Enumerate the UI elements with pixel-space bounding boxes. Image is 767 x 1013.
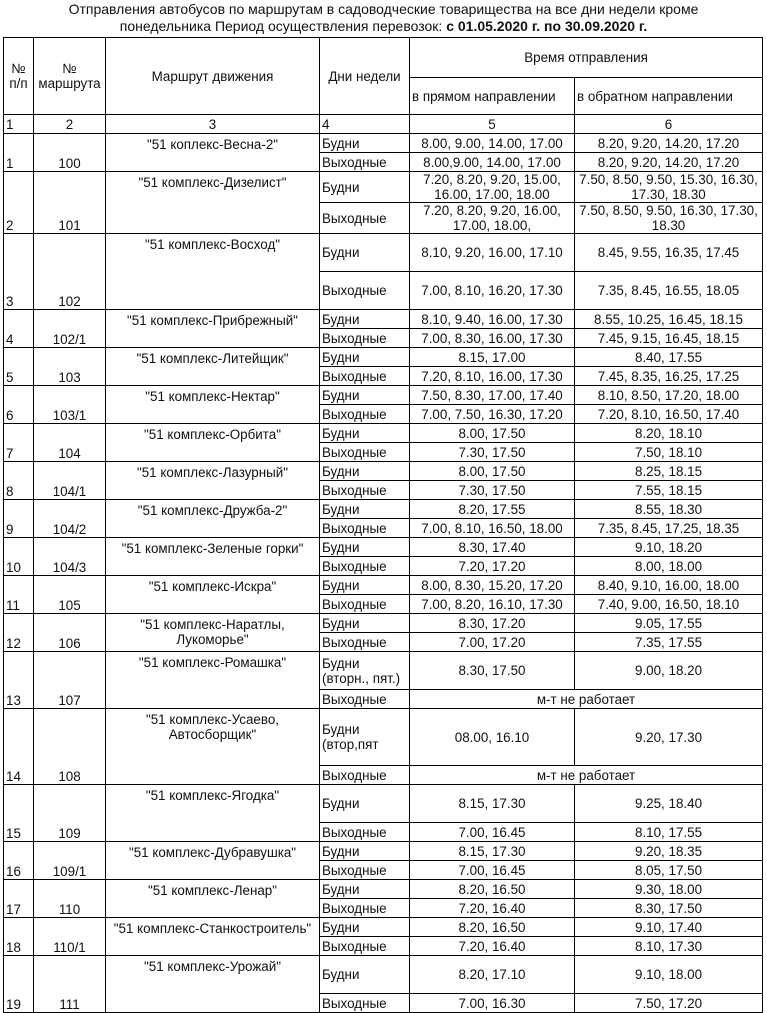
weekday-type: Выходные xyxy=(320,519,410,538)
weekday-type: Будни xyxy=(320,234,410,272)
weekday-type: Будни xyxy=(320,576,410,595)
weekday-type: Выходные xyxy=(320,690,410,709)
backward-times: 8.55, 10.25, 16.45, 18.15 xyxy=(575,310,763,329)
route-name: "51 комплекс-Урожай" xyxy=(106,956,320,1013)
route-not-operating: м-т не работает xyxy=(410,690,763,709)
route-name: "51 комплекс-Литейщик" xyxy=(106,348,320,386)
weekday-type: Будни xyxy=(320,785,410,823)
route-name: "51 комплекс-Орбита" xyxy=(106,424,320,462)
weekday-type: Выходные xyxy=(320,557,410,576)
title-line-1: Отправления автобусов по маршрутам в садоводческие товарищества на все дни недели кроме xyxy=(68,1,699,17)
weekday-type: Будни xyxy=(320,842,410,861)
forward-times: 8.30, 17.40 xyxy=(410,538,575,557)
page-title xyxy=(0,0,767,37)
weekday-type: Выходные xyxy=(320,595,410,614)
table-row xyxy=(4,134,763,153)
backward-times: 7.45, 9.15, 16.45, 18.15 xyxy=(575,329,763,348)
route-number: 108 xyxy=(34,709,106,785)
backward-times: 9.20, 17.30 xyxy=(575,709,763,766)
forward-times: 8.15, 17.30 xyxy=(410,785,575,823)
forward-times: 7.00, 8.10, 16.20, 17.30 xyxy=(410,272,575,310)
route-number: 103/1 xyxy=(34,386,106,424)
backward-times: 7.50, 8.50, 9.50, 15.30, 16.30, 17.30, 18.30 xyxy=(575,172,763,203)
weekday-type: Будни xyxy=(320,134,410,153)
route-name: "51 комплекс-Искра" xyxy=(106,576,320,614)
row-number: 3 xyxy=(4,234,34,310)
table-row xyxy=(4,386,763,405)
route-number: 100 xyxy=(34,134,106,172)
weekday-type: Выходные xyxy=(320,937,410,956)
weekday-type: Будни xyxy=(320,310,410,329)
row-number: 10 xyxy=(4,538,34,576)
route-number: 102 xyxy=(34,234,106,310)
header-np: № п/п xyxy=(4,38,34,115)
forward-times: 8.20, 16.50 xyxy=(410,918,575,937)
route-name: "51 комплекс-Дружба-2" xyxy=(106,500,320,538)
route-name: "51 комплекс-Лазурный" xyxy=(106,462,320,500)
route-name: "51 комплекс-Ленар" xyxy=(106,880,320,918)
route-number: 104 xyxy=(34,424,106,462)
header-days: Дни недели xyxy=(320,38,410,115)
row-number: 4 xyxy=(4,310,34,348)
backward-times: 9.10, 18.20 xyxy=(575,538,763,557)
forward-times: 8.15, 17.30 xyxy=(410,842,575,861)
period-dates: с 01.05.2020 г. по 30.09.2020 г. xyxy=(446,18,648,34)
table-row xyxy=(4,310,763,329)
backward-times: 7.50, 17.20 xyxy=(575,994,763,1013)
backward-times: 7.55, 18.15 xyxy=(575,481,763,500)
route-number: 110/1 xyxy=(34,918,106,956)
route-name: "51 комплекс-Дизелист" xyxy=(106,172,320,234)
weekday-type: Выходные xyxy=(320,766,410,785)
backward-times: 8.20, 9.20, 14.20, 17.20 xyxy=(575,153,763,172)
weekday-type: Выходные xyxy=(320,367,410,386)
table-row xyxy=(4,462,763,481)
forward-times: 7.30, 17.50 xyxy=(410,443,575,462)
weekday-type: Будни xyxy=(320,172,410,203)
table-row xyxy=(4,785,763,823)
backward-times: 8.10, 17.30 xyxy=(575,937,763,956)
row-number: 17 xyxy=(4,880,34,918)
table-row xyxy=(4,956,763,994)
route-name: "51 комплекс-Нектар" xyxy=(106,386,320,424)
backward-times: 7.35, 17.55 xyxy=(575,633,763,652)
backward-times: 7.20, 8.10, 16.50, 17.40 xyxy=(575,405,763,424)
column-index: 6 xyxy=(575,115,763,134)
route-number: 109/1 xyxy=(34,842,106,880)
row-number: 18 xyxy=(4,918,34,956)
forward-times: 8.10, 9.20, 16.00, 17.10 xyxy=(410,234,575,272)
backward-times: 8.00, 18.00 xyxy=(575,557,763,576)
forward-times: 7.00, 8.20, 16.10, 17.30 xyxy=(410,595,575,614)
weekday-type: Будни xyxy=(320,880,410,899)
backward-times: 9.10, 17.40 xyxy=(575,918,763,937)
backward-times: 8.10, 8.50, 17.20, 18.00 xyxy=(575,386,763,405)
table-row xyxy=(4,234,763,272)
weekday-type: Будни xyxy=(320,500,410,519)
route-number: 109 xyxy=(34,785,106,842)
route-name: "51 комплекс-Ягодка" xyxy=(106,785,320,842)
forward-times: 8.00, 17.50 xyxy=(410,462,575,481)
backward-times: 9.20, 18.35 xyxy=(575,842,763,861)
table-row xyxy=(4,576,763,595)
route-number: 101 xyxy=(34,172,106,234)
row-number: 19 xyxy=(4,956,34,1013)
route-number: 104/2 xyxy=(34,500,106,538)
weekday-type: Выходные xyxy=(320,861,410,880)
column-index: 4 xyxy=(320,115,410,134)
weekday-type: Будни xyxy=(320,424,410,443)
forward-times: 7.00, 16.30 xyxy=(410,994,575,1013)
forward-times: 8.00, 17.50 xyxy=(410,424,575,443)
route-name: "51 комплекс-Ромашка" xyxy=(106,652,320,709)
column-index-row xyxy=(4,115,763,134)
forward-times: 8.30, 17.20 xyxy=(410,614,575,633)
table-row xyxy=(4,500,763,519)
forward-times: 7.00, 16.45 xyxy=(410,823,575,842)
route-name: "51 комплекс-Усаево, Автосборщик" xyxy=(106,709,320,785)
backward-times: 8.25, 18.15 xyxy=(575,462,763,481)
route-number: 102/1 xyxy=(34,310,106,348)
column-index: 3 xyxy=(106,115,320,134)
route-not-operating: м-т не работает xyxy=(410,766,763,785)
schedule-rows xyxy=(4,134,763,1013)
backward-times: 9.25, 18.40 xyxy=(575,785,763,823)
forward-times: 7.00, 7.50, 16.30, 17.20 xyxy=(410,405,575,424)
route-name: "51 комплекс-Дубравушка" xyxy=(106,842,320,880)
title-line-2-prefix: понедельника Период осуществления перевозок: xyxy=(119,18,447,34)
route-number: 104/1 xyxy=(34,462,106,500)
row-number: 1 xyxy=(4,134,34,172)
forward-times: 8.30, 17.50 xyxy=(410,652,575,690)
forward-times: 8.15, 17.00 xyxy=(410,348,575,367)
header-backward: в обратном направлении xyxy=(575,78,763,115)
backward-times: 8.10, 17.55 xyxy=(575,823,763,842)
table-row xyxy=(4,614,763,633)
forward-times: 7.30, 17.50 xyxy=(410,481,575,500)
backward-times: 7.40, 9.00, 16.50, 18.10 xyxy=(575,595,763,614)
forward-times: 8.20, 16.50 xyxy=(410,880,575,899)
weekday-type: Будни xyxy=(320,348,410,367)
table-row xyxy=(4,538,763,557)
forward-times: 7.20, 16.40 xyxy=(410,899,575,918)
weekday-type: Выходные xyxy=(320,405,410,424)
table-row xyxy=(4,172,763,203)
table-row xyxy=(4,709,763,766)
route-name: "51 комплекс-Станкостроитель" xyxy=(106,918,320,956)
header-route: Маршрут движения xyxy=(106,38,320,115)
route-name: "51 комплекс-Наратлы, Лукоморье" xyxy=(106,614,320,652)
backward-times: 8.05, 17.50 xyxy=(575,861,763,880)
weekday-type: Выходные xyxy=(320,443,410,462)
weekday-type: Будни xyxy=(320,918,410,937)
header-departure: Время отправления xyxy=(410,38,763,78)
column-index: 2 xyxy=(34,115,106,134)
weekday-type: Выходные xyxy=(320,633,410,652)
route-number: 106 xyxy=(34,614,106,652)
column-index: 1 xyxy=(4,115,34,134)
forward-times: 8.10, 9.40, 16.00, 17.30 xyxy=(410,310,575,329)
weekday-type: Выходные xyxy=(320,153,410,172)
forward-times: 08.00, 16.10 xyxy=(410,709,575,766)
backward-times: 8.40, 9.10, 16.00, 18.00 xyxy=(575,576,763,595)
weekday-type: Выходные xyxy=(320,481,410,500)
weekday-type: Будни xyxy=(320,462,410,481)
route-number: 111 xyxy=(34,956,106,1013)
weekday-type: Будни (вторн., пят.) xyxy=(320,652,410,690)
table-row xyxy=(4,652,763,690)
backward-times: 8.40, 17.55 xyxy=(575,348,763,367)
backward-times: 7.35, 8.45, 16.55, 18.05 xyxy=(575,272,763,310)
row-number: 7 xyxy=(4,424,34,462)
row-number: 14 xyxy=(4,709,34,785)
route-number: 107 xyxy=(34,652,106,709)
route-name: "51 комплекс-Восход" xyxy=(106,234,320,310)
forward-times: 8.20, 17.10 xyxy=(410,956,575,994)
forward-times: 7.00, 16.45 xyxy=(410,861,575,880)
backward-times: 7.35, 8.45, 17.25, 18.35 xyxy=(575,519,763,538)
weekday-type: Будни xyxy=(320,956,410,994)
forward-times: 7.50, 8.30, 17.00, 17.40 xyxy=(410,386,575,405)
backward-times: 8.45, 9.55, 16.35, 17.45 xyxy=(575,234,763,272)
route-name: "51 комплекс-Прибрежный" xyxy=(106,310,320,348)
weekday-type: Выходные xyxy=(320,329,410,348)
backward-times: 8.20, 18.10 xyxy=(575,424,763,443)
table-row xyxy=(4,424,763,443)
backward-times: 7.50, 8.50, 9.50, 16.30, 17.30, 18.30 xyxy=(575,203,763,234)
backward-times: 8.55, 18.30 xyxy=(575,500,763,519)
backward-times: 8.30, 17.50 xyxy=(575,899,763,918)
table-row xyxy=(4,348,763,367)
row-number: 8 xyxy=(4,462,34,500)
route-number: 104/3 xyxy=(34,538,106,576)
backward-times: 9.10, 18.00 xyxy=(575,956,763,994)
route-name: "51 коплекс-Весна-2" xyxy=(106,134,320,172)
forward-times: 8.00, 8.30, 15.20, 17.20 xyxy=(410,576,575,595)
row-number: 2 xyxy=(4,172,34,234)
forward-times: 7.00, 8.10, 16.50, 18.00 xyxy=(410,519,575,538)
row-number: 9 xyxy=(4,500,34,538)
forward-times: 7.20, 8.20, 9.20, 15.00, 16.00, 17.00, 18.00 xyxy=(410,172,575,203)
backward-times: 9.30, 18.00 xyxy=(575,880,763,899)
weekday-type: Выходные xyxy=(320,203,410,234)
weekday-type: Будни xyxy=(320,614,410,633)
forward-times: 8.00,9.00, 14.00, 17.00 xyxy=(410,153,575,172)
weekday-type: Будни (втор,пят xyxy=(320,709,410,766)
forward-times: 8.20, 17.55 xyxy=(410,500,575,519)
forward-times: 7.20, 17.20 xyxy=(410,557,575,576)
backward-times: 7.50, 18.10 xyxy=(575,443,763,462)
forward-times: 7.00, 17.20 xyxy=(410,633,575,652)
weekday-type: Выходные xyxy=(320,899,410,918)
forward-times: 8.00, 9.00, 14.00, 17.00 xyxy=(410,134,575,153)
forward-times: 7.20, 8.10, 16.00, 17.30 xyxy=(410,367,575,386)
forward-times: 7.20, 8.20, 9.20, 16.00, 17.00, 18.00, xyxy=(410,203,575,234)
row-number: 16 xyxy=(4,842,34,880)
route-number: 103 xyxy=(34,348,106,386)
forward-times: 7.20, 16.40 xyxy=(410,937,575,956)
forward-times: 7.00, 8.30, 16.00, 17.30 xyxy=(410,329,575,348)
backward-times: 8.20, 9.20, 14.20, 17.20 xyxy=(575,134,763,153)
weekday-type: Будни xyxy=(320,538,410,557)
schedule-table xyxy=(3,37,763,1013)
backward-times: 9.05, 17.55 xyxy=(575,614,763,633)
row-number: 6 xyxy=(4,386,34,424)
title-line-2 xyxy=(0,18,767,35)
column-index: 5 xyxy=(410,115,575,134)
weekday-type: Будни xyxy=(320,386,410,405)
row-number: 15 xyxy=(4,785,34,842)
row-number: 5 xyxy=(4,348,34,386)
backward-times: 9.00, 18.20 xyxy=(575,652,763,690)
weekday-type: Выходные xyxy=(320,994,410,1013)
row-number: 11 xyxy=(4,576,34,614)
weekday-type: Выходные xyxy=(320,823,410,842)
table-row xyxy=(4,880,763,899)
row-number: 12 xyxy=(4,614,34,652)
header-forward: в прямом направлении xyxy=(410,78,575,115)
route-name: "51 комплекс-Зеленые горки" xyxy=(106,538,320,576)
table-row xyxy=(4,842,763,861)
route-number: 110 xyxy=(34,880,106,918)
table-row xyxy=(4,918,763,937)
row-number: 13 xyxy=(4,652,34,709)
header-route-no: № маршрута xyxy=(34,38,106,115)
weekday-type: Выходные xyxy=(320,272,410,310)
backward-times: 7.45, 8.35, 16.25, 17.25 xyxy=(575,367,763,386)
route-number: 105 xyxy=(34,576,106,614)
